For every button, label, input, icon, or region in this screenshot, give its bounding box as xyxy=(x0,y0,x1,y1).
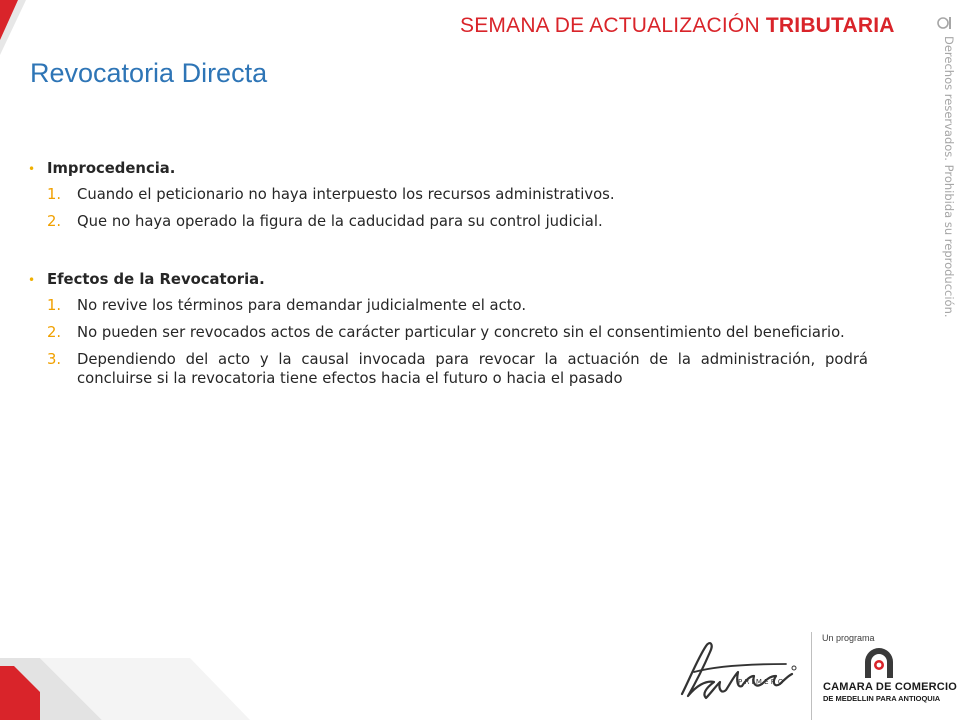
bullet xyxy=(28,160,868,177)
section-heading: Efectos de la Revocatoria. xyxy=(47,271,265,288)
banner-text-bold: TRIBUTARIA xyxy=(765,14,895,37)
rights-notice xyxy=(936,16,956,318)
item-number: 1. xyxy=(47,186,62,203)
header-banner xyxy=(460,14,895,38)
org-name: CAMARA DE COMERCIO xyxy=(823,681,957,693)
list-item xyxy=(47,296,868,315)
bullet-dot-icon: • xyxy=(28,162,36,176)
section-heading: Improcedencia. xyxy=(47,160,176,177)
item-text: Dependiendo del acto y la causal invocada para revocar la actuación de la administración, podrá concluirse si la revocatoria tiene efectos hacia el futuro o hacia el pasado xyxy=(77,351,868,387)
program-label: Un programa xyxy=(822,633,875,643)
footer-divider xyxy=(811,632,812,720)
item-number: 1. xyxy=(47,297,62,314)
section-efectos xyxy=(28,271,868,388)
item-text: No pueden ser revocados actos de carácter particular y concreto sin el consentimiento del beneficiario. xyxy=(77,324,845,341)
item-text: Cuando el peticionario no haya interpuesto los recursos administrativos. xyxy=(77,186,615,203)
slide-title: Revocatoria Directa xyxy=(30,58,268,88)
list-item xyxy=(47,350,868,388)
item-text: Que no haya operado la figura de la caducidad para su control judicial. xyxy=(77,213,603,230)
item-text: No revive los términos para demandar judicialmente el acto. xyxy=(77,297,527,314)
signature-sub: P R I M E R O xyxy=(738,678,784,686)
list-item xyxy=(47,323,868,342)
camara-comercio-logo-icon xyxy=(862,648,896,680)
corner-decoration-bottom xyxy=(0,652,250,720)
brand-icon xyxy=(937,16,955,30)
slide-content xyxy=(28,160,868,428)
item-number: 2. xyxy=(47,324,62,341)
bullet-dot-icon: • xyxy=(28,273,36,287)
corner-decoration-top xyxy=(0,0,30,60)
item-number: 2. xyxy=(47,213,62,230)
banner-text: SEMANA DE ACTUALIZACIÓN xyxy=(460,14,760,37)
afiliado-logo xyxy=(676,636,804,712)
item-number: 3. xyxy=(47,351,62,368)
section-improcedencia xyxy=(28,160,868,231)
list-item xyxy=(47,212,868,231)
org-subtitle: DE MEDELLIN PARA ANTIOQUIA xyxy=(823,694,941,703)
list-item xyxy=(47,185,868,204)
bullet xyxy=(28,271,868,288)
rights-text: Derechos reservados. Prohibida su reproducción. xyxy=(942,36,956,318)
